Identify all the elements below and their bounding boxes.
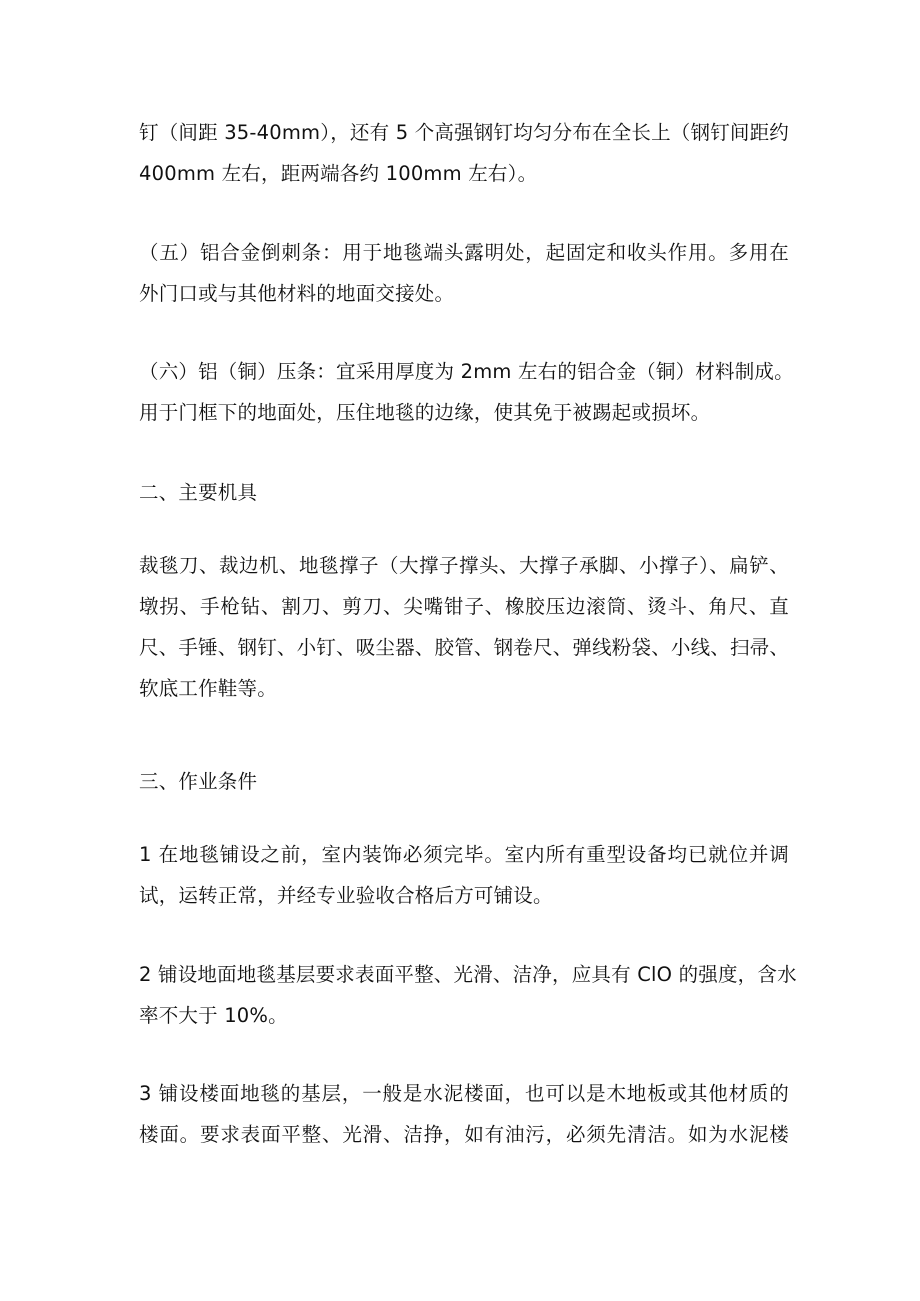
text-line: （五）铝合金倒刺条：用于地毯端头露明处，起固定和收头作用。多用在	[139, 241, 789, 264]
text-line: 3 铺设楼面地毯的基层，一般是水泥楼面，也可以是木地板或其他材质的	[139, 1082, 789, 1105]
text-line: 软底工作鞋等。	[139, 677, 277, 700]
text-line: 裁毯刀、裁边机、地毯撑子（大撑子撑头、大撑子承脚、小撑子）、扁铲、	[139, 554, 789, 577]
text-line: 楼面。要求表面平整、光滑、洁挣，如有油污，必须先清洁。如为水泥楼	[139, 1123, 789, 1146]
text-line: 外门口或与其他材料的地面交接处。	[139, 282, 455, 305]
section-heading-conditions	[139, 761, 789, 802]
text-line: 1 在地毯铺设之前，室内装饰必须完毕。室内所有重型设备均已就位并调	[139, 843, 789, 866]
text-line: 尺、手锤、钢钉、小钉、吸尘器、胶管、钢卷尺、弹线粉袋、小线、扫帚、	[139, 636, 790, 659]
paragraph-condition-2	[139, 954, 797, 1036]
paragraph-nail-spacing	[139, 112, 789, 194]
paragraph-item-5	[139, 232, 789, 314]
section-heading-tools	[139, 472, 789, 513]
text-line: 率不大于 10%。	[139, 1004, 288, 1027]
text-line: （六）铝（铜）压条：宜采用厚度为 2mm 左右的铝合金（铜）材料制成。	[139, 360, 794, 383]
text-line: 400mm 左右，距两端各约 100mm 左右）。	[139, 162, 538, 185]
paragraph-condition-3	[139, 1073, 789, 1155]
section-heading-text: 二、主要机具	[139, 481, 258, 504]
paragraph-item-6	[139, 351, 794, 433]
paragraph-condition-1	[139, 834, 789, 916]
paragraph-tools	[139, 545, 789, 709]
text-line: 钉（间距 35-40mm），还有 5 个高强钢钉均匀分布在全长上（钢钉间距约	[139, 121, 790, 144]
text-line: 用于门框下的地面处，压住地毯的边缘，使其免于被踢起或损坏。	[139, 401, 711, 424]
text-line: 墩拐、手枪钻、割刀、剪刀、尖嘴钳子、橡胶压边滚筒、烫斗、角尺、直	[139, 595, 789, 618]
text-line: 试，运转正常，并经专业验收合格后方可铺设。	[139, 884, 553, 907]
text-line: 2 铺设地面地毯基层要求表面平整、光滑、洁净，应具有 ClO 的强度，含水	[139, 963, 797, 986]
section-heading-text: 三、作业条件	[139, 770, 258, 793]
